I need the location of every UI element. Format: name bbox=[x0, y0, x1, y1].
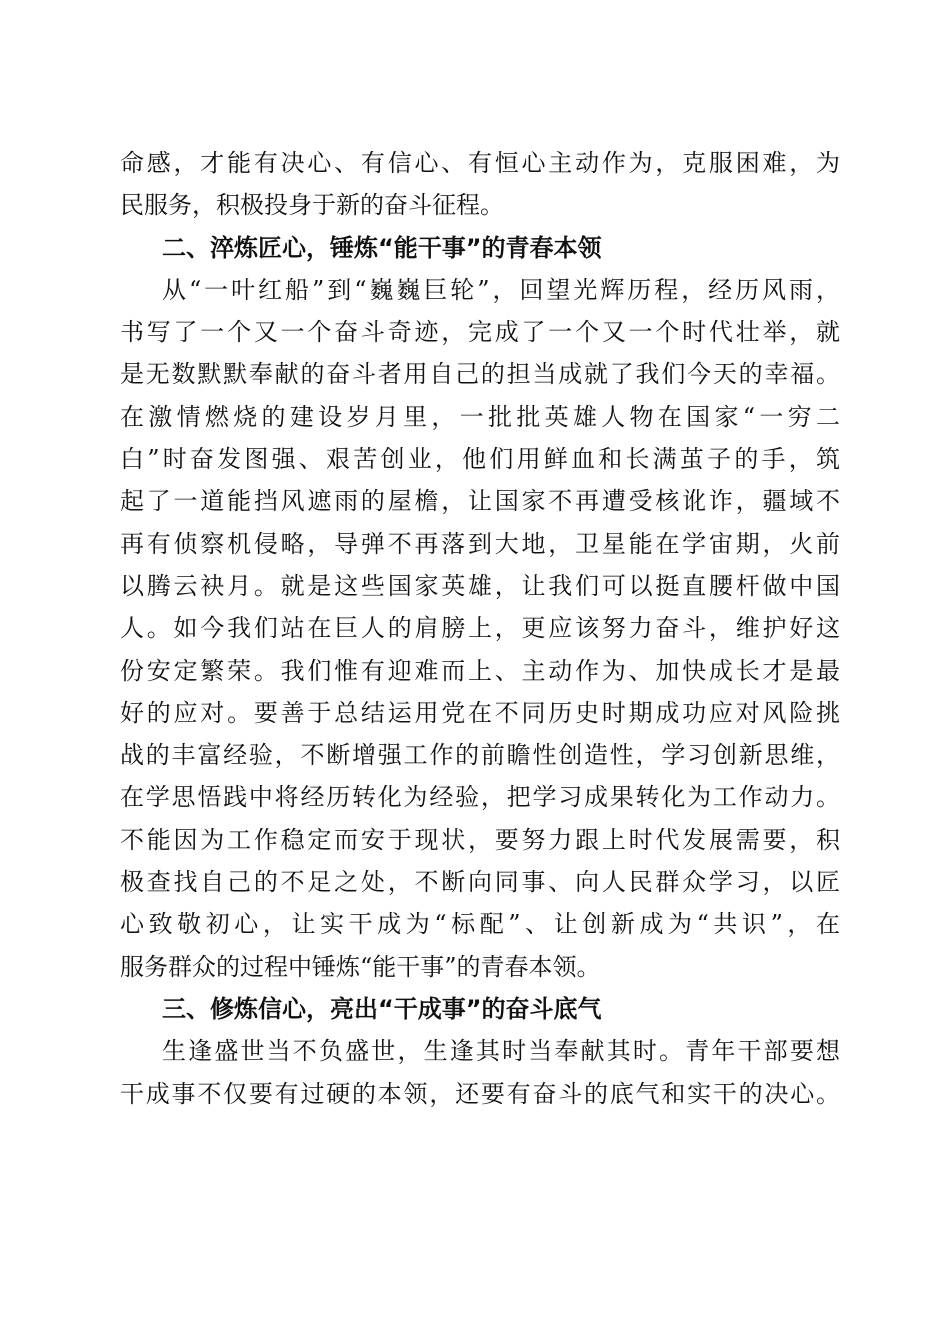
paragraph-line: 从“一叶红船”到“巍巍巨轮”，回望光辉历程，经历风雨， bbox=[162, 275, 840, 304]
paragraph-line: 人。如今我们站在巨人的肩膀上，更应该努力奋斗，维护好这 bbox=[120, 614, 840, 643]
paragraph-line: 命感，才能有决心、有信心、有恒心主动作为，克服困难，为 bbox=[120, 149, 840, 177]
paragraph-line: 起了一道能挡风遮雨的屋檐，让国家不再遭受核讹诈，疆域不 bbox=[120, 487, 840, 516]
paragraph-line: 不能因为工作稳定而安于现状，要努力跟上时代发展需要，积 bbox=[120, 825, 840, 854]
paragraph-line: 是无数默默奉献的奋斗者用自己的担当成就了我们今天的幸福。 bbox=[120, 360, 840, 389]
paragraph-line: 再有侦察机侵略，导弹不再落到大地，卫星能在学宙期，火前 bbox=[120, 529, 840, 558]
paragraph-line: 战的丰富经验，不断增强工作的前瞻性创造性，学习创新思维， bbox=[120, 741, 840, 770]
document-page bbox=[120, 142, 840, 1115]
section-heading: 二、淬炼匠心，锤炼“能干事”的青春本领 bbox=[162, 233, 602, 262]
section-heading: 三、修炼信心，亮出“干成事”的奋斗底气 bbox=[162, 994, 602, 1023]
paragraph-line: 心致敬初心，让实干成为“标配”、让创新成为“共识”，在 bbox=[120, 910, 840, 939]
paragraph-line: 干成事不仅要有过硬的本领，还要有奋斗的底气和实干的决心。 bbox=[120, 1079, 840, 1108]
paragraph-line: 在激情燃烧的建设岁月里，一批批英雄人物在国家“一穷二 bbox=[120, 402, 840, 431]
paragraph-line: 极查找自己的不足之处，不断向同事、向人民群众学习，以匠 bbox=[120, 868, 840, 897]
paragraph-line: 生逢盛世当不负盛世，生逢其时当奉献其时。青年干部要想 bbox=[162, 1037, 840, 1066]
paragraph-line: 好的应对。要善于总结运用党在不同历史时期成功应对风险挑 bbox=[120, 698, 840, 727]
paragraph-line: 在学思悟践中将经历转化为经验，把学习成果转化为工作动力。 bbox=[120, 783, 840, 812]
paragraph-line: 白”时奋发图强、艰苦创业，他们用鲜血和长满茧子的手，筑 bbox=[120, 445, 840, 474]
paragraph-line: 服务群众的过程中锤炼“能干事”的青春本领。 bbox=[120, 952, 601, 981]
paragraph-line: 份安定繁荣。我们惟有迎难而上、主动作为、加快成长才是最 bbox=[120, 656, 840, 685]
paragraph-line: 书写了一个又一个奋斗奇迹，完成了一个又一个时代壮举，就 bbox=[120, 318, 840, 347]
paragraph-line: 民服务，积极投身于新的奋斗征程。 bbox=[120, 191, 504, 220]
paragraph-line: 以腾云袂月。就是这些国家英雄，让我们可以挺直腰杆做中国 bbox=[120, 571, 840, 600]
